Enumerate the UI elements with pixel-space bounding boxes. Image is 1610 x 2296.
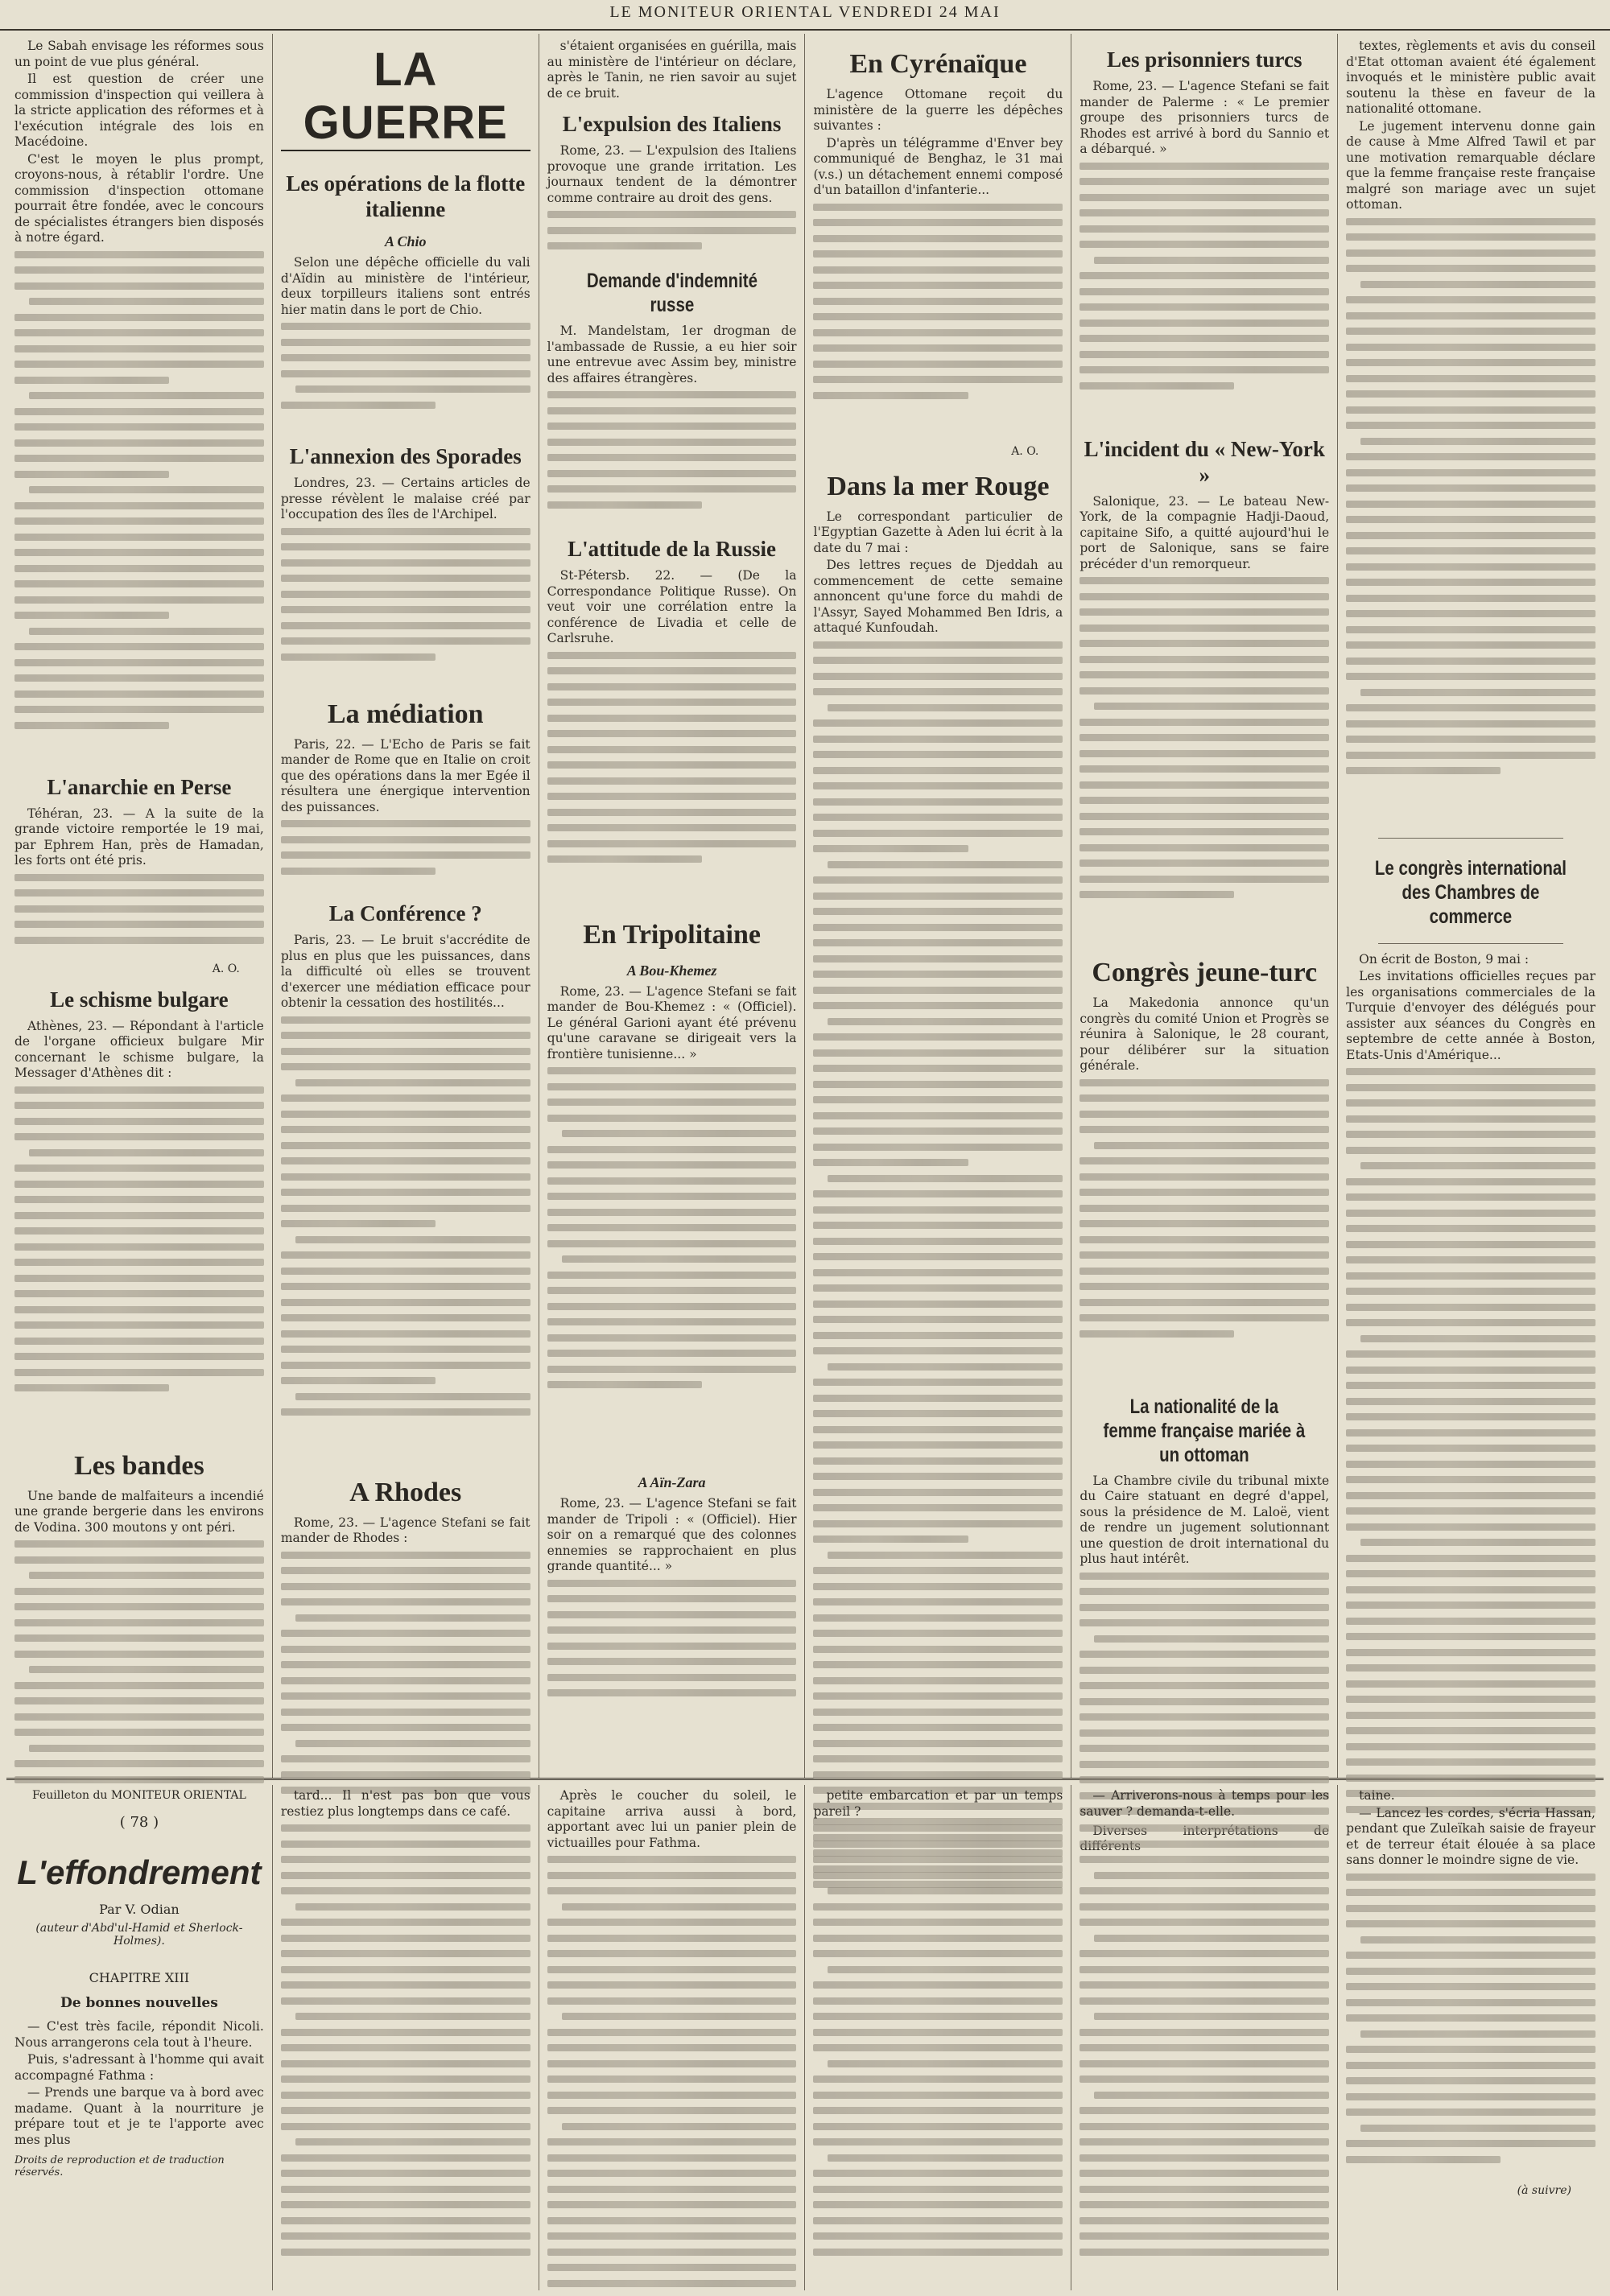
headline-mer-rouge: Dans la mer Rouge (827, 471, 1050, 501)
section-title: De bonnes nouvelles (60, 1995, 218, 2011)
article-text: La Makedonia annonce qu'un congrès du comité Union et Progrès se réunira à Salonique, le 28 courant, pour délibérer sur la situation générale. (1080, 995, 1330, 1073)
rights-notice: Droits de reproduction et de traduction réservés. (14, 2154, 225, 2179)
article-text: La Chambre civile du tribunal mixte du Caire statuant en degré d'appel, sous la présidence de M. Laloë, vient de rendre un jugement solutionnant une question de droit international du plus haut intérêt. (1080, 1473, 1330, 1566)
column-4 (805, 34, 1071, 1778)
feuilleton-column-3 (539, 1785, 806, 2290)
article-text: M. Mandelstam, 1er drogman de l'ambassade de Russie, a eu hier soir une entrevue avec Assim bey, ministre des affaires étrangères. (547, 324, 797, 385)
text-block (547, 1067, 797, 1470)
column-2 (273, 34, 539, 1778)
column-1 (6, 34, 273, 1778)
headline-indemnite: Demande d'indemnité russe (586, 270, 758, 316)
feuilleton-section (6, 1785, 1604, 2290)
article-text: On écrit de Boston, 9 mai : (1359, 951, 1530, 967)
text-block (813, 641, 1063, 1897)
article-text: Rome, 23. — L'agence Stefani se fait mander de Bou-Khemez : « (Officiel). Le général Garioni ayant été prévenu qu'une caravane se dirigeait vers la frontière tunisienne... » (547, 983, 797, 1061)
headline-attitude-russie: L'attitude de la Russie (568, 537, 776, 561)
text-block (281, 1016, 530, 1467)
article-text: D'après un télégramme d'Enver bey communiqué de Benghaz, le 31 mai (v.s.) un détachement ennemi composé d'un bataillon d'infanterie... (813, 135, 1063, 197)
headline-congres-jeune-turc: Congrès jeune-turc (1092, 958, 1318, 987)
feuilleton-column-2 (273, 1785, 539, 2290)
text-block (281, 1824, 530, 2287)
text-block (547, 391, 797, 528)
feuilleton-column-1 (6, 1785, 273, 2290)
story-text: Puis, s'adressant à l'homme qui avait accompagné Fathma : (14, 2052, 264, 2083)
headline-prisonniers: Les prisonniers turcs (1106, 47, 1302, 72)
article-text: Les invitations officielles reçues par les organisations commerciales de la Turquie d'envoyer des délégués pour assister aux séances du Congrès en septembre de cette année à Boston, Etats-Unis d'Amérique... (1346, 969, 1596, 1062)
feuilleton-subtitle: (auteur d'Abd'ul-Hamid et Sherlock-Holmes). (35, 1922, 243, 1948)
headline-new-york: L'incident du « New-York » (1084, 436, 1325, 487)
text-block (281, 323, 530, 435)
article-text: s'étaient organisées en guérilla, mais au ministère de l'intérieur on déclare, après le Tanin, ne rien savoir au sujet de ce bruit. (547, 39, 797, 101)
column-5 (1071, 34, 1338, 1778)
news-section (6, 34, 1604, 1780)
text-block (813, 204, 1063, 445)
feuilleton-number: ( 78 ) (119, 1814, 159, 1831)
headline-tripolitaine: En Tripolitaine (583, 919, 761, 950)
story-text: — Arriverons-nous à temps pour les sauver ? demanda-t-elle. (1080, 1788, 1330, 1819)
headline-congres-international: Le congrès international des Chambres de commerce (1375, 856, 1567, 928)
text-block (547, 652, 797, 909)
text-block (813, 1824, 1063, 2287)
headline-rhodes: A Rhodes (349, 1477, 462, 1507)
article-text: L'agence Ottomane reçoit du ministère de la guerre les dépêches suivantes : (813, 87, 1063, 133)
article-text: C'est le moyen le plus prompt, croyons-nous, à rétablir l'ordre. Une commission d'inspection ottomane pourrait être fondée, avec le concours de spécialistes étrangers bien disposés à notre égard. (14, 151, 264, 245)
story-text: — C'est très facile, répondit Nicoli. Nous arrangerons cela tout à l'heure. (14, 2019, 264, 2050)
story-text: taine. (1359, 1788, 1395, 1803)
text-block (1080, 1824, 1329, 2287)
story-text: petite embarcation et par un temps pareil ? (813, 1788, 1063, 1819)
signature: A. O. (212, 962, 240, 975)
headline-flotte-italienne: Les opérations de la flotte italienne (286, 171, 526, 221)
article-text: Rome, 23. — L'expulsion des Italiens provoque une grande irritation. Les journaux tendent de la démontrer comme contraire au droit des gens. (547, 143, 797, 205)
running-head: LE MONITEUR ORIENTAL VENDREDI 24 MAI (0, 0, 1610, 31)
to-be-continued: (à suivre) (1517, 2183, 1571, 2197)
story-text: tard... Il n'est pas bon que vous restiez plus longtemps dans ce café. (280, 1788, 530, 1819)
text-block (281, 528, 530, 689)
signature: A. O. (1011, 444, 1039, 458)
feuilleton-column-4 (805, 1785, 1071, 2290)
headline-nationalite-femme: La nationalité de la femme française mariée à un ottoman (1103, 1395, 1306, 1466)
headline-mediation: La médiation (327, 699, 484, 729)
article-text: Il est question de créer une commission d'inspection qui veillera à la stricte application des réformes et à l'exécution intégrale des lois en Macédoine. (14, 72, 264, 149)
dateline-bou-khemez: A Bou-Khemez (626, 962, 717, 979)
text-block (281, 820, 530, 892)
text-block (1080, 163, 1329, 428)
headline-sporades: L'annexion des Sporades (289, 444, 522, 468)
divider (1378, 838, 1563, 839)
column-6 (1338, 34, 1604, 1778)
article-text: Téhéran, 23. — A la suite de la grande victoire remportée le 19 mai, par Ephrem Han, près de Hamadan, les forts ont été pris. (14, 806, 264, 868)
text-block (14, 874, 264, 963)
article-text: Des lettres reçues de Djeddah au commencement de cette semaine annoncent qu'une force du mahdi de l'Assyr, Sayed Mohammed Ben Idris, a attaqué Kunfoudah. (813, 558, 1063, 635)
headline-cyrenaique: En Cyrénaïque (849, 49, 1027, 79)
article-text: Rome, 23. — L'agence Stefani se fait mander de Rhodes : (280, 1515, 530, 1545)
story-text: — Prends une barque va à bord avec madame. Quant à la nourriture je prépare tout et je te l'apporte avec mes plus (14, 2085, 264, 2147)
feuilleton-header: Feuilleton du MONITEUR ORIENTAL (31, 1789, 246, 1802)
article-text: Le jugement intervenu donne gain de cause à Mme Alfred Tawil et par une motivation remarquable déclare que la femme française reste française malgré son mariage avec un sujet ottoman. (1346, 118, 1596, 212)
article-text: Athènes, 23. — Répondant à l'article de l'organe officieux bulgare Mir concernant le schisme bulgare, la Messager d'Athènes dit : (14, 1018, 264, 1080)
text-block (1346, 218, 1596, 830)
feuilleton-author: Par V. Odian (99, 1902, 180, 1917)
story-text: — Lancez les cordes, s'écria Hassan, pendant que Zuleïkah saisie de frayeur et de terreur était élouée à sa place sans donner le moindre signe de vie. (1346, 1805, 1596, 1867)
text-block (1080, 577, 1329, 947)
text-block (547, 1580, 797, 1774)
article-text: Salonique, 23. — Le bateau New-York, de la compagnie Hadji-Daoud, capitaine Sifo, a quitté aujourd'hui le port de Salonique, sans se faire précéder d'un remorqueur. (1080, 493, 1330, 571)
text-block (547, 1856, 797, 2295)
chapter-title: CHAPITRE XIII (89, 1970, 190, 1985)
article-text: Paris, 22. — L'Echo de Paris se fait mander de Rome que en Italie on croit que des opérations dans la mer Egée il résultera une énergique intervention des puissances. (280, 736, 530, 814)
headline-la-guerre: LA GUERRE (281, 43, 530, 151)
dateline-chio: A Chio (384, 233, 427, 249)
text-block (1080, 1079, 1329, 1385)
article-text: Londres, 23. — Certains articles de presse révèlent le malaise créé par l'occupation des îles de l'Archipel. (280, 476, 530, 521)
column-3 (539, 34, 806, 1778)
divider (1378, 943, 1563, 944)
article-text: Une bande de malfaiteurs a incendié une grande bergerie dans les environs de Vodina. 300 moutons y ont péri. (14, 1488, 264, 1535)
text-block (14, 251, 264, 766)
headline-bandes: Les bandes (74, 1450, 204, 1481)
article-text: Rome, 23. — L'agence Stefani se fait mander de Tripoli : « (Officiel). Hier soir on a remarqué que des colonnes ennemies se rapprochaient en plus grande quantité... » (547, 1496, 797, 1573)
headline-conference: La Conférence ? (328, 901, 482, 925)
article-text: Selon une dépêche officielle du vali d'Aïdin au ministère de l'intérieur, deux torpilleurs italiens sont entrés hier matin dans le port de Chio. (280, 255, 530, 317)
text-block (14, 1540, 264, 1791)
feuilleton-column-5 (1071, 1785, 1338, 2290)
article-text: textes, règlements et avis du conseil d'Etat ottoman avaient été également invoqués et le ministère public avait soutenu la thèse en faveur de la nationalité ottomane. (1346, 39, 1596, 116)
article-text: St-Pétersb. 22. — (De la Correspondance Politique Russe). On veut voir une corrélation entre la conférence de Livadia et celle de Carlsruhe. (547, 568, 797, 645)
article-text: Paris, 23. — Le bruit s'accrédite de plus en plus que les puissances, dans la difficulté où elles se trouvent d'exercer une médiation efficace pour obtenir la cessation des hostilités... (280, 933, 530, 1010)
text-block (1346, 1068, 1596, 1821)
headline-expulsion: L'expulsion des Italiens (562, 112, 782, 136)
story-text: Après le coucher du soleil, le capitaine arriva aussi à bord, apportant avec lui un panier plein de victuailles pour Fathma. (547, 1788, 797, 1850)
article-text: Rome, 23. — L'agence Stefani se fait mander de Palerme : « Le premier groupe des prisonniers turcs de Rhodes est arrivé à bord du Sannio et a débarqué. » (1080, 79, 1330, 156)
text-block (14, 1086, 264, 1441)
feuilleton-column-6 (1338, 1785, 1604, 2290)
headline-anarchie: L'anarchie en Perse (47, 774, 232, 799)
article-text: Le correspondant particulier de l'Egyptian Gazette à Aden lui écrit à la date du 7 mai : (813, 509, 1063, 555)
text-block (281, 1552, 530, 1803)
article-text: Le Sabah envisage les réformes sous un point de vue plus général. (14, 39, 264, 69)
dateline-ain-zara: A Aïn-Zara (638, 1474, 706, 1490)
text-block (1346, 1873, 1596, 2179)
text-block (547, 211, 797, 259)
headline-schisme: Le schisme bulgare (50, 987, 229, 1012)
feuilleton-title: L'effondrement (17, 1853, 262, 1891)
